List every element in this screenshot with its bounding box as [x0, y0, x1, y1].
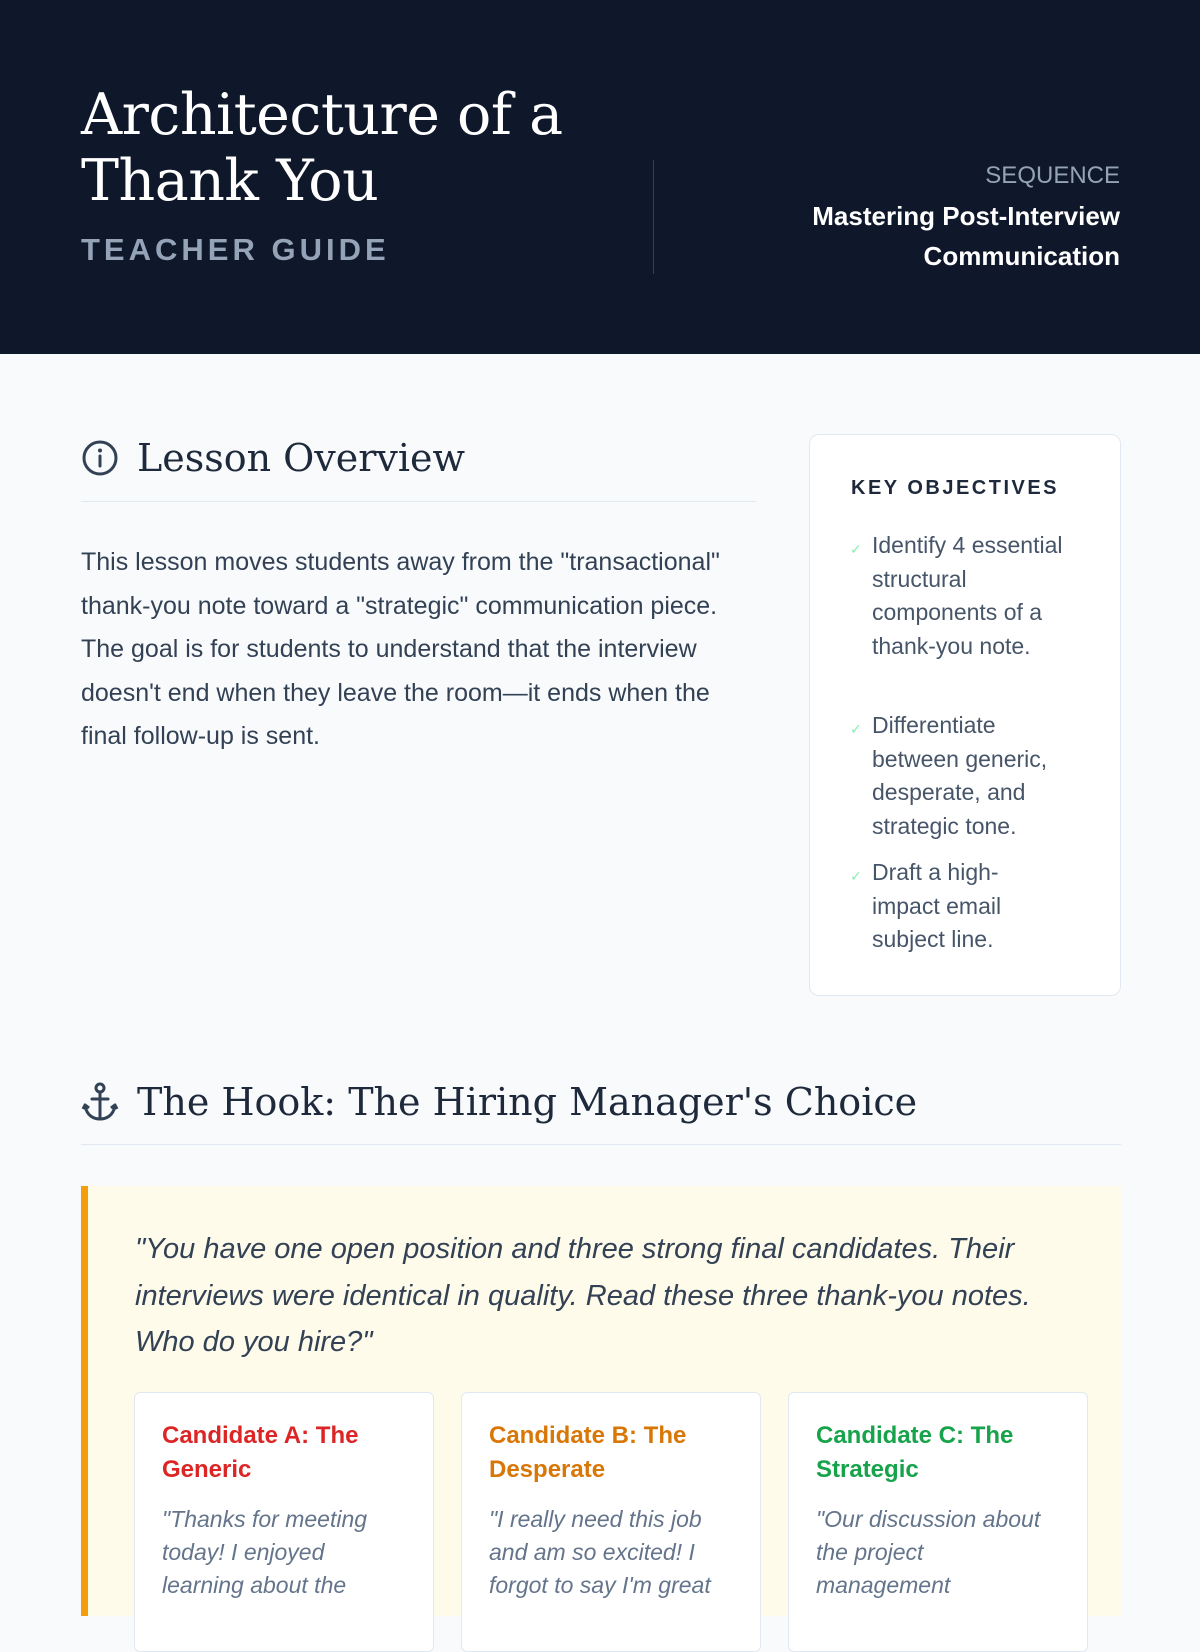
info-icon [81, 439, 119, 477]
key-objectives-title: KEY OBJECTIVES [851, 477, 1060, 499]
page-header [0, 0, 1200, 354]
sequence-value: Mastering Post-Interview Communication [812, 201, 1120, 271]
anchor-icon [81, 1082, 119, 1122]
candidate-title: Candidate C: The Strategic [816, 1422, 1014, 1483]
check-icon: ✓ [850, 868, 862, 884]
hook-title: The Hook: The Hiring Manager's Choice [137, 1080, 918, 1124]
candidate-title: Candidate B: The Desperate [489, 1422, 687, 1483]
overview-rule [81, 501, 756, 502]
candidate-text: "Our discussion about the project management [816, 1506, 1041, 1598]
sequence-label: SEQUENCE [985, 162, 1120, 189]
objective-item: ✓ Draft a high-impact email subject line. [850, 856, 1050, 957]
candidate-card-c [788, 1392, 1088, 1652]
candidate-card-a [134, 1392, 434, 1652]
key-objectives-card [809, 434, 1121, 996]
page-subtitle: TEACHER GUIDE [81, 232, 390, 267]
candidate-card-b [461, 1392, 761, 1652]
hook-quote: "You have one open position and three strong final candidates. Their interviews were identical in quality. Read these three thank-you notes. Who do you hire?" [135, 1233, 1031, 1358]
objective-item: ✓ Identify 4 essential structural components of a thank-you note. [850, 529, 1080, 663]
overview-text: This lesson moves students away from the "transactional" thank-you note toward a "strategic" communication piece. The goal is for students to understand that the interview doesn't end when they leave the room—it ends when the final follow-up is sent. [81, 548, 720, 750]
hook-rule [81, 1144, 1121, 1145]
candidate-text: "Thanks for meeting today! I enjoyed learning about the [162, 1506, 368, 1598]
hook-callout [81, 1186, 1121, 1616]
lesson-overview-heading [81, 436, 465, 480]
objective-item: ✓ Differentiate between generic, desperate, and strategic tone. [850, 709, 1080, 843]
lesson-overview-title: Lesson Overview [137, 436, 466, 480]
candidate-title: Candidate A: The Generic [162, 1422, 359, 1483]
page-title: Architecture of a Thank You [81, 82, 563, 214]
check-icon: ✓ [850, 541, 862, 557]
header-divider [653, 160, 654, 274]
check-icon: ✓ [850, 721, 862, 737]
candidate-text: "I really need this job and am so excited! I forgot to say I'm great [489, 1506, 711, 1598]
hook-heading [81, 1080, 917, 1124]
